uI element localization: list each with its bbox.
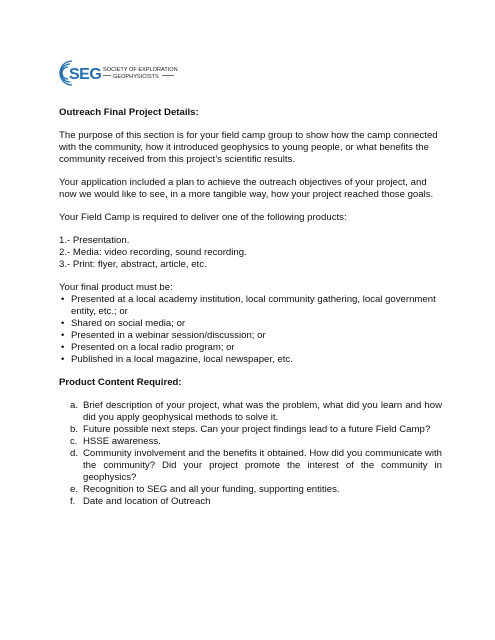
list-item [59, 294, 442, 318]
list-item: 2.- Media: video recording, sound recording. [59, 247, 247, 258]
seg-logo-graphic [58, 57, 188, 89]
list-marker: d. [70, 448, 79, 459]
document-body [59, 107, 442, 508]
list-item-text: Presented in a webinar session/discussion; or [71, 330, 266, 341]
list-marker: f. [70, 496, 76, 507]
list-item-text: Recognition to SEG and all your funding, supporting entities. [83, 484, 340, 495]
seg-logo [58, 57, 188, 89]
list-item [59, 484, 442, 496]
paragraph-deliver: Your Field Camp is required to deliver one of the following products: [59, 212, 347, 223]
bullet-icon: • [61, 318, 65, 329]
list-marker: c. [70, 436, 78, 447]
logo-line-1: SOCIETY OF EXPLORATION [103, 67, 178, 73]
requirements-list [59, 294, 442, 366]
list-marker: e. [70, 484, 79, 495]
list-item-text: Community involvement and the benefits it obtained. How did you communicate with the community? Did your project promote the interest of the community in geophysics? [83, 448, 442, 483]
list-item [59, 496, 442, 508]
list-item-text: Presented on a local radio program; or [71, 342, 235, 353]
content-required-list [59, 400, 442, 508]
products-list [59, 235, 442, 271]
section-heading-content: Product Content Required: [59, 377, 182, 388]
list-item-text: Date and location of Outreach [83, 496, 211, 507]
paragraph-purpose: The purpose of this section is for your field camp group to show how the camp connected with the community, how it introduced geophysics to young people, or what benefits the community received from this project’s scientific results. [59, 130, 438, 165]
list-item [59, 342, 442, 354]
bullet-icon: • [61, 294, 65, 305]
paragraph-must-be: Your final product must be: [59, 282, 173, 293]
list-item [59, 318, 442, 330]
list-item [59, 424, 442, 436]
list-item: 1.- Presentation. [59, 235, 130, 246]
list-item [59, 448, 442, 484]
list-item [59, 330, 442, 342]
list-marker: a. [70, 400, 79, 411]
list-item [59, 436, 442, 448]
list-item-text: Published in a local magazine, local newspaper, etc. [71, 354, 293, 365]
logo-mark: SEG [69, 66, 102, 83]
list-item [59, 400, 442, 424]
list-item-text: HSSE awareness. [83, 436, 161, 447]
list-marker: b. [70, 424, 79, 435]
list-item-text: Future possible next steps. Can your project findings lead to a future Field Camp? [83, 424, 431, 435]
bullet-icon: • [61, 330, 65, 341]
list-item-text: Brief description of your project, what was the problem, what did you learn and how did you apply geophysical methods to solve it. [83, 400, 442, 423]
list-item-text: Presented at a local academy institution, local community gathering, local government entity, etc.; or [71, 294, 436, 317]
paragraph-plan: Your application included a plan to achieve the outreach objectives of your project, and now we would like to see, in a more tangible way, how your project reached those goals. [59, 177, 434, 200]
bullet-icon: • [61, 354, 65, 365]
list-item: 3.- Print: flyer, abstract, article, etc. [59, 259, 207, 270]
bullet-icon: • [61, 342, 65, 353]
section-heading-details: Outreach Final Project Details: [59, 107, 199, 118]
list-item [59, 354, 442, 366]
list-item-text: Shared on social media; or [71, 318, 186, 329]
logo-line-2: GEOPHYSICISTS [113, 74, 159, 80]
